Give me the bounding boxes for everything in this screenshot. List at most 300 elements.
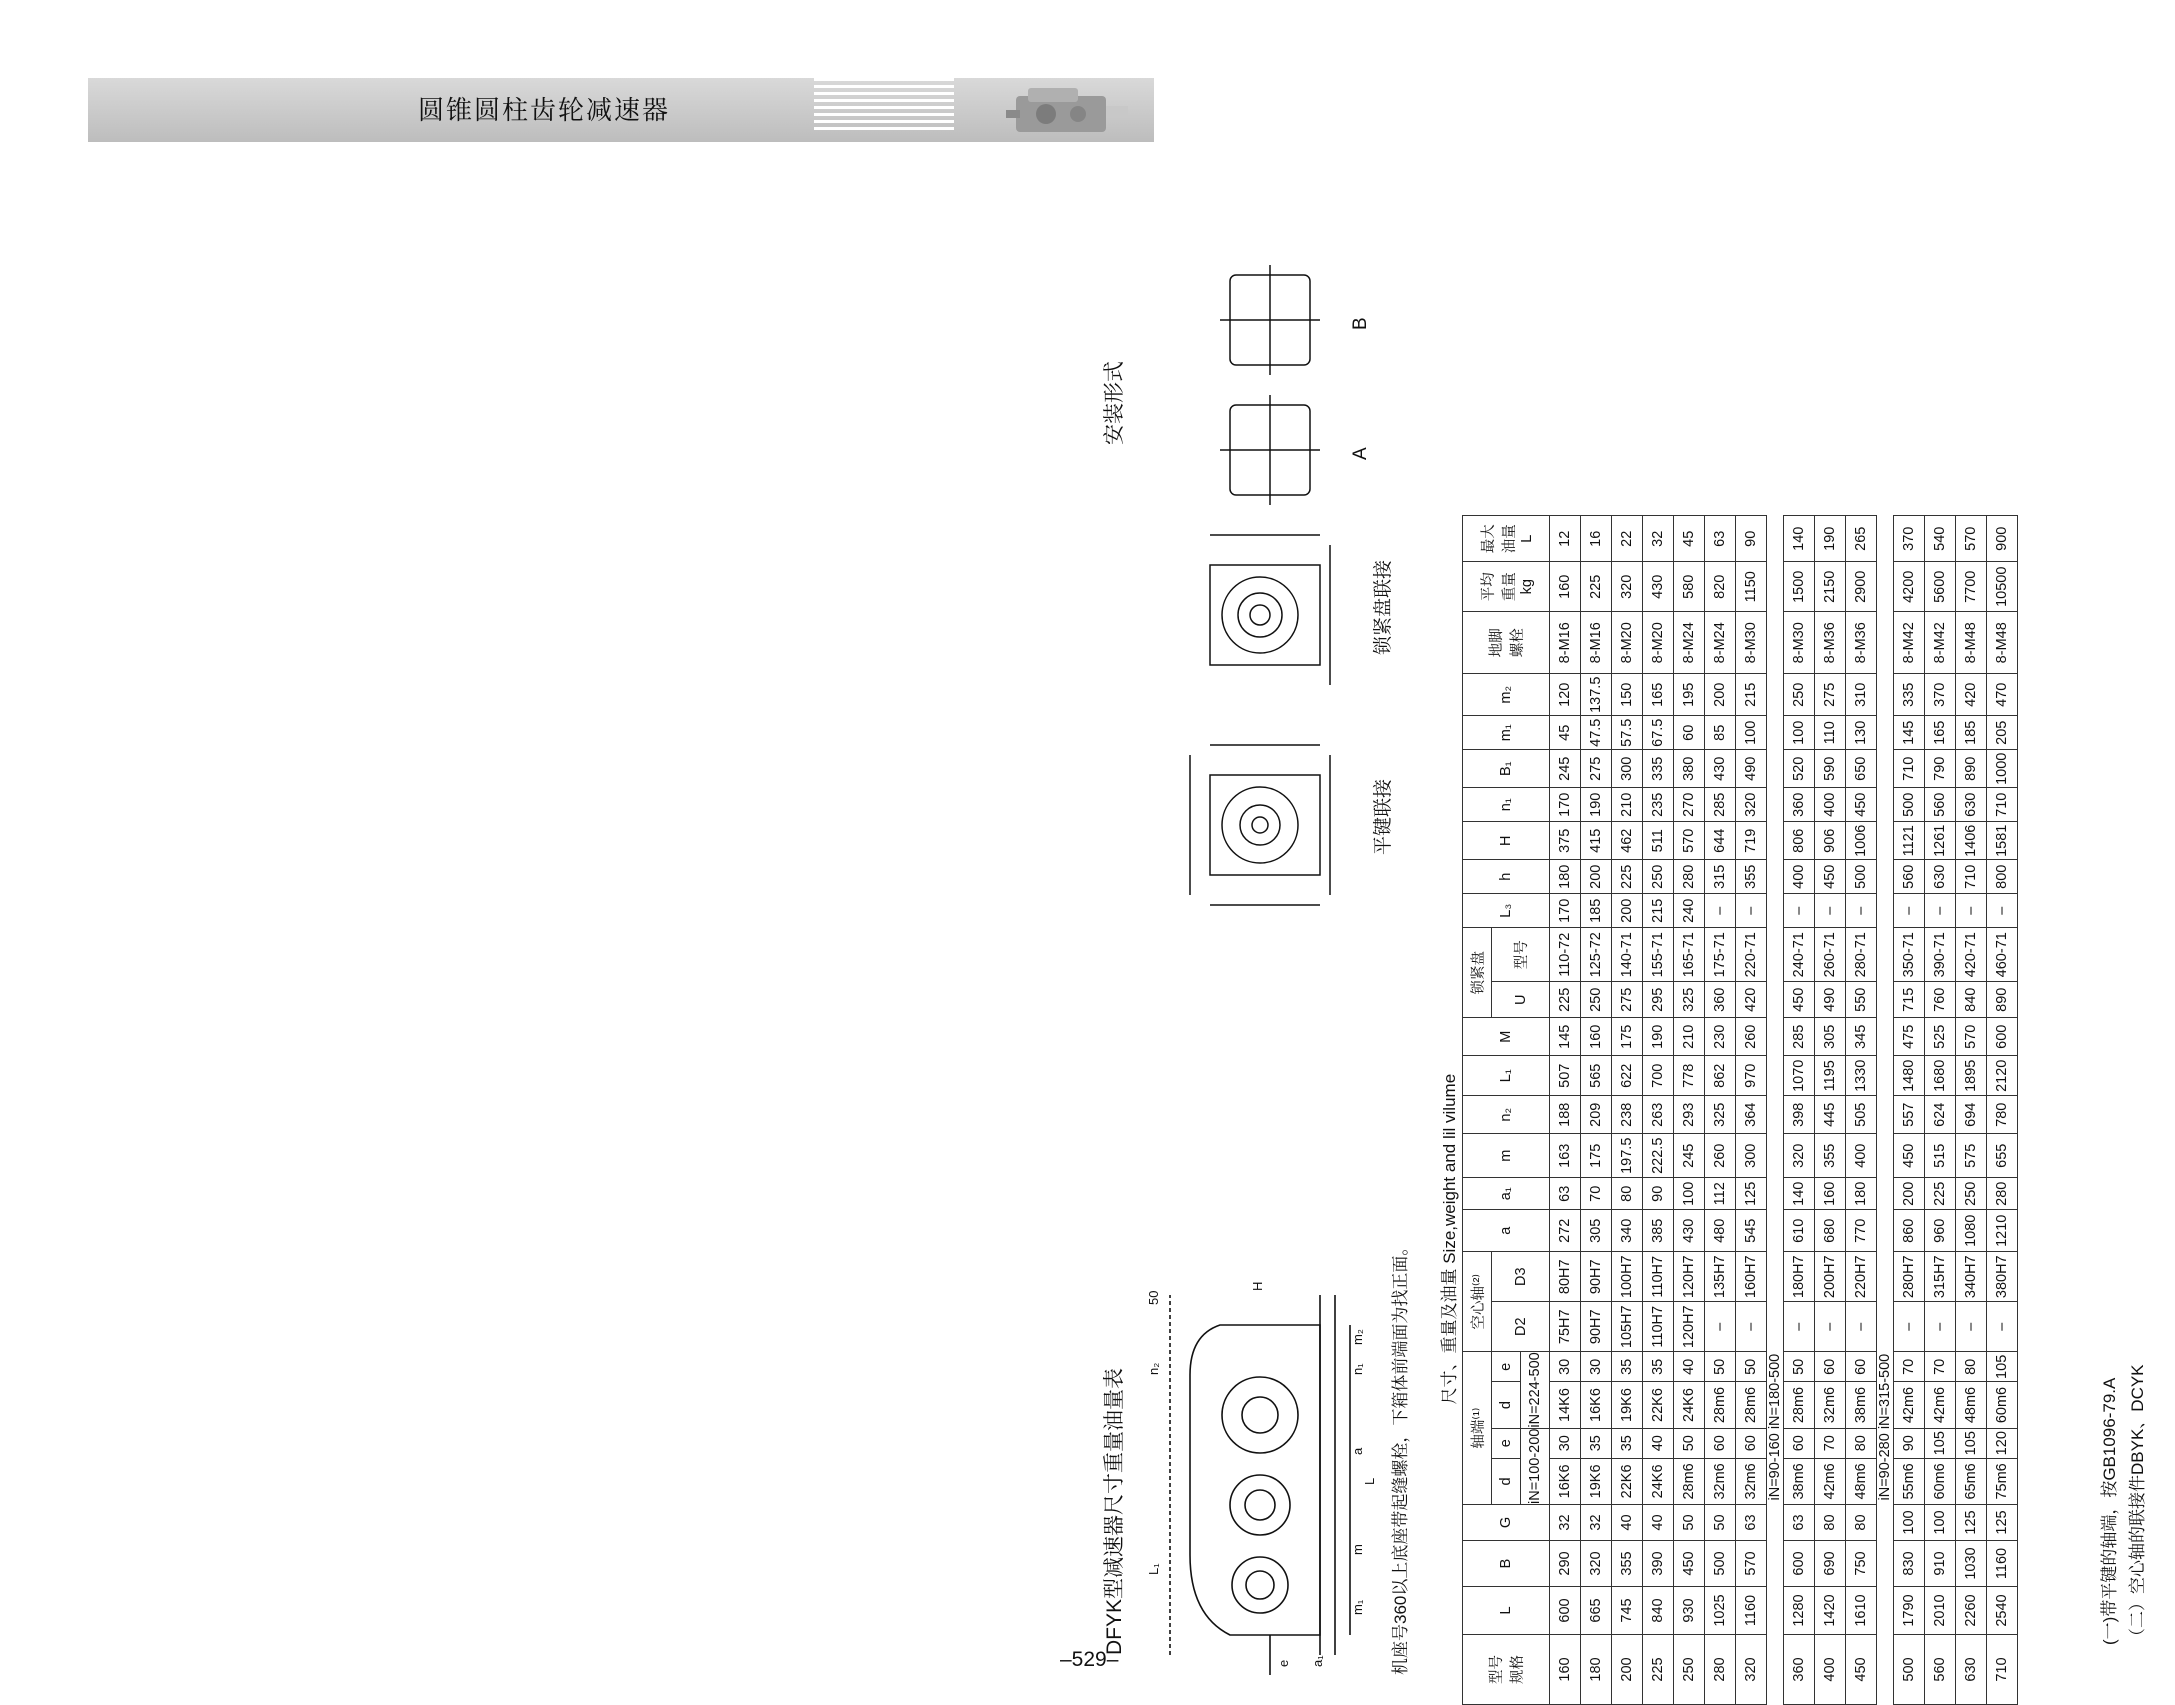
table-cell: 1895: [1956, 1056, 1987, 1096]
table-cell: 280: [1987, 1178, 2018, 1210]
table-cell: 63: [1550, 1178, 1581, 1210]
table-cell: 145: [1550, 1018, 1581, 1056]
table-cell: 300: [1736, 1134, 1767, 1178]
table-cell: 105: [1925, 1428, 1956, 1458]
table-cell: 630: [1956, 788, 1987, 822]
lock-disc-drawing: [1150, 525, 1394, 705]
table-cell: 350-71: [1894, 928, 1925, 982]
table-cell: 750: [1846, 1541, 1877, 1587]
table-cell: 8-M16: [1581, 612, 1612, 674]
table-cell: 830: [1894, 1541, 1925, 1587]
table-cell: 1195: [1815, 1056, 1846, 1096]
table-cell: 175: [1581, 1134, 1612, 1178]
table-cell: 860: [1894, 1210, 1925, 1252]
table-cell: 28m6: [1736, 1382, 1767, 1428]
table-cell: 105H7: [1612, 1302, 1643, 1352]
table-cell: 85: [1705, 716, 1736, 750]
col-D2: D2: [1492, 1302, 1550, 1352]
table-cell: 1790: [1894, 1587, 1925, 1635]
table-cell: 57.5: [1612, 716, 1643, 750]
table-cell: 175-71: [1705, 928, 1736, 982]
table-cell: 200: [1612, 894, 1643, 928]
col-m1: m₁: [1463, 716, 1550, 750]
table-cell: 35: [1643, 1352, 1674, 1382]
label-a1: a₁: [1310, 1655, 1325, 1667]
table-cell: 80: [1612, 1178, 1643, 1210]
table-cell: 145: [1894, 716, 1925, 750]
table-cell: 890: [1987, 982, 2018, 1018]
table-cell: 800: [1987, 860, 2018, 894]
col-L1: L₁: [1463, 1056, 1550, 1096]
table-cell: –: [1894, 1302, 1925, 1352]
table-cell: 600: [1784, 1541, 1815, 1587]
label-n2: n₂: [1146, 1362, 1161, 1375]
table-cell: 60: [1736, 1428, 1767, 1458]
table-cell: 890: [1956, 750, 1987, 788]
table-cell: 110: [1815, 716, 1846, 750]
flat-key-caption: 平键联接: [1373, 778, 1394, 855]
table-cell: 42m6: [1925, 1382, 1956, 1428]
table-cell: 475: [1894, 1018, 1925, 1056]
table-cell: 160: [1550, 562, 1581, 612]
table-cell: –: [1925, 894, 1956, 928]
table-cell: 163: [1550, 1134, 1581, 1178]
table-group-2: [1784, 516, 1877, 1705]
table-cell: 28m6: [1705, 1382, 1736, 1428]
table-cell: 210: [1674, 1018, 1705, 1056]
table-cell: 525: [1925, 1018, 1956, 1056]
table-cell: 200: [1581, 860, 1612, 894]
table-cell: 565: [1581, 1056, 1612, 1096]
table-cell: 60: [1674, 716, 1705, 750]
col-hollow-shaft: 空心轴⁽²⁾: [1463, 1252, 1492, 1352]
table-cell: 10500: [1987, 562, 2018, 612]
table-cell: 570: [1674, 822, 1705, 860]
range-group-2: iN=90-160 iN=180-500: [1767, 1352, 1784, 1505]
table-cell: 570: [1956, 516, 1987, 562]
table-cell: 1150: [1736, 562, 1767, 612]
table-cell: 590: [1815, 750, 1846, 788]
table-cell: 100: [1736, 716, 1767, 750]
table-cell: 190: [1581, 788, 1612, 822]
table-cell: 48m6: [1956, 1382, 1987, 1428]
table-cell: 500: [1705, 1541, 1736, 1587]
table-cell: 32m6: [1815, 1382, 1846, 1428]
table-cell: 16K6: [1550, 1458, 1581, 1504]
col-B: B: [1463, 1541, 1550, 1587]
table-cell: 690: [1815, 1541, 1846, 1587]
table-cell: 450: [1784, 982, 1815, 1018]
table-cell: 35: [1612, 1428, 1643, 1458]
table-cell: 450: [1894, 1134, 1925, 1178]
table-cell: 32: [1643, 516, 1674, 562]
label-m1: m₁: [1350, 1599, 1365, 1615]
table-cell: 90: [1643, 1178, 1674, 1210]
table-cell: 2150: [1815, 562, 1846, 612]
table-cell: 540: [1925, 516, 1956, 562]
table-cell: 1406: [1956, 822, 1987, 860]
table-cell: 430: [1705, 750, 1736, 788]
table-cell: 320: [1736, 788, 1767, 822]
main-gearbox-drawing: [1146, 1275, 1380, 1675]
label-L: L: [1362, 1477, 1377, 1485]
table-cell: 32m6: [1705, 1458, 1736, 1504]
table-cell: 50: [1705, 1505, 1736, 1541]
table-cell: 190: [1815, 516, 1846, 562]
table-cell: 370: [1894, 516, 1925, 562]
col-n2: n₂: [1463, 1096, 1550, 1134]
table-cell: 40: [1612, 1505, 1643, 1541]
table-cell: 60: [1846, 1352, 1877, 1382]
table-cell: 600: [1987, 1018, 2018, 1056]
table-cell: 420: [1736, 982, 1767, 1018]
table-cell: 90H7: [1581, 1252, 1612, 1302]
table-cell: 60: [1705, 1428, 1736, 1458]
col-d-1: d: [1492, 1458, 1521, 1504]
table-cell: 270: [1674, 788, 1705, 822]
table-cell: 1030: [1956, 1541, 1987, 1587]
table-row: [1643, 516, 1674, 1705]
table-cell: 280: [1674, 860, 1705, 894]
table-cell: 220H7: [1846, 1252, 1877, 1302]
table-caption: 尺寸、重量及油量 Size,weight and lil vilume: [1439, 1073, 1459, 1405]
table-cell: 650: [1846, 750, 1877, 788]
label-50: 50: [1146, 1290, 1161, 1305]
table-cell: 430: [1674, 1210, 1705, 1252]
table-cell: 140: [1784, 516, 1815, 562]
table-row: [1894, 516, 1925, 1705]
lock-disc-caption: 锁紧盘联接: [1373, 559, 1394, 655]
table-cell: 105: [1956, 1428, 1987, 1458]
table-cell: 910: [1925, 1541, 1956, 1587]
table-cell: 210: [1612, 788, 1643, 822]
table-cell: 490: [1815, 982, 1846, 1018]
table-cell: 250: [1581, 982, 1612, 1018]
table-cell: 225: [1550, 982, 1581, 1018]
table-cell: 245: [1550, 750, 1581, 788]
table-cell: 63: [1784, 1505, 1815, 1541]
table-cell: 125: [1736, 1178, 1767, 1210]
label-m: m: [1350, 1544, 1365, 1555]
table-cell: 90H7: [1581, 1302, 1612, 1352]
table-cell: 8-M20: [1643, 612, 1674, 674]
table-cell: –: [1784, 1302, 1815, 1352]
footnote-1: (一)带平键的轴端，按GB1096-79.A: [2100, 1377, 2119, 1645]
table-cell: 1581: [1987, 822, 2018, 860]
table-cell: 110-72: [1550, 928, 1581, 982]
table-cell: 840: [1643, 1587, 1674, 1635]
table-cell: 7700: [1956, 562, 1987, 612]
table-cell: 490: [1736, 750, 1767, 788]
table-cell: 240-71: [1784, 928, 1815, 982]
flat-key-drawing: [1150, 735, 1394, 915]
table-row: [1846, 516, 1877, 1705]
install-title: 安装形式: [1103, 361, 1126, 445]
table-cell: 380: [1674, 750, 1705, 788]
table-cell: 500: [1894, 1635, 1925, 1705]
table-cell: 507: [1550, 1056, 1581, 1096]
label-a: a: [1350, 1447, 1365, 1455]
table-cell: 135H7: [1705, 1252, 1736, 1302]
table-cell: 48m6: [1846, 1458, 1877, 1504]
table-cell: 60m6: [1987, 1382, 2018, 1428]
table-cell: 19K6: [1612, 1382, 1643, 1428]
col-anchor-bolt: 地脚 螺栓: [1463, 612, 1550, 674]
table-cell: 770: [1846, 1210, 1877, 1252]
table-cell: 806: [1784, 822, 1815, 860]
col-M: M: [1463, 1018, 1550, 1056]
table-cell: 24K6: [1674, 1382, 1705, 1428]
table-row: [1784, 516, 1815, 1705]
table-cell: 1160: [1736, 1587, 1767, 1635]
table-cell: 8-M48: [1987, 612, 2018, 674]
table-cell: 80: [1815, 1505, 1846, 1541]
table-cell: 35: [1612, 1352, 1643, 1382]
table-cell: 820: [1705, 562, 1736, 612]
table-cell: 315H7: [1925, 1252, 1956, 1302]
table-cell: 900: [1987, 516, 2018, 562]
table-cell: 188: [1550, 1096, 1581, 1134]
table-cell: 38m6: [1784, 1458, 1815, 1504]
table-cell: 305: [1815, 1018, 1846, 1056]
table-cell: 150: [1612, 674, 1643, 716]
table-cell: 200: [1612, 1635, 1643, 1705]
table-cell: 364: [1736, 1096, 1767, 1134]
col-B1: B₁: [1463, 750, 1550, 788]
table-cell: 90: [1894, 1428, 1925, 1458]
table-cell: 8-M36: [1815, 612, 1846, 674]
table-cell: 275: [1815, 674, 1846, 716]
table-cell: 470: [1987, 674, 2018, 716]
table-cell: 315: [1705, 860, 1736, 894]
table-cell: 1680: [1925, 1056, 1956, 1096]
table-cell: 622: [1612, 1056, 1643, 1096]
table-cell: 560: [1925, 788, 1956, 822]
table-cell: 694: [1956, 1096, 1987, 1134]
table-cell: 55m6: [1894, 1458, 1925, 1504]
table-cell: –: [1956, 1302, 1987, 1352]
col-oil: 最大 油量 L: [1463, 516, 1550, 562]
table-cell: 480: [1705, 1210, 1736, 1252]
table-cell: 28m6: [1674, 1458, 1705, 1504]
table-cell: 719: [1736, 822, 1767, 860]
table-cell: 8-M30: [1736, 612, 1767, 674]
table-cell: 38m6: [1846, 1382, 1877, 1428]
table-cell: 644: [1705, 822, 1736, 860]
table-cell: 30: [1581, 1352, 1612, 1382]
table-cell: 380H7: [1987, 1252, 2018, 1302]
col-G: G: [1463, 1505, 1550, 1541]
table-cell: 40: [1643, 1505, 1674, 1541]
table-cell: –: [1846, 894, 1877, 928]
table-cell: 305: [1581, 1210, 1612, 1252]
table-cell: 745: [1612, 1587, 1643, 1635]
col-e-2: e: [1492, 1352, 1521, 1382]
table-cell: 511: [1643, 822, 1674, 860]
install-a-caption: A: [1350, 447, 1371, 460]
table-cell: 710: [1987, 788, 2018, 822]
table-cell: 22K6: [1612, 1458, 1643, 1504]
col-a: a: [1463, 1210, 1550, 1252]
col-a1: a₁: [1463, 1178, 1550, 1210]
table-cell: 240: [1674, 894, 1705, 928]
table-cell: 2540: [1987, 1587, 2018, 1635]
table-cell: 245: [1674, 1134, 1705, 1178]
table-cell: 8-M42: [1894, 612, 1925, 674]
label-L1: L₁: [1146, 1563, 1161, 1575]
table-cell: 180: [1581, 1635, 1612, 1705]
table-cell: 1480: [1894, 1056, 1925, 1096]
col-L: L: [1463, 1587, 1550, 1635]
table-cell: 67.5: [1643, 716, 1674, 750]
table-cell: 120H7: [1674, 1252, 1705, 1302]
table-cell: 22K6: [1643, 1382, 1674, 1428]
table-row: [1987, 516, 2018, 1705]
table-cell: 70: [1815, 1428, 1846, 1458]
table-cell: 65m6: [1956, 1458, 1987, 1504]
table-cell: –: [1784, 894, 1815, 928]
table-cell: 360: [1784, 1635, 1815, 1705]
table-row: [1612, 516, 1643, 1705]
table-cell: –: [1705, 1302, 1736, 1352]
table-cell: 125: [1956, 1505, 1987, 1541]
table-cell: 400: [1815, 1635, 1846, 1705]
table-cell: 50: [1784, 1352, 1815, 1382]
table-cell: 200H7: [1815, 1252, 1846, 1302]
table-cell: 1210: [1987, 1210, 2018, 1252]
table-cell: 265: [1846, 516, 1877, 562]
table-cell: 50: [1736, 1352, 1767, 1382]
table-cell: 320: [1736, 1635, 1767, 1705]
table-cell: –: [1894, 894, 1925, 928]
table-cell: 906: [1815, 822, 1846, 860]
table-cell: 655: [1987, 1134, 2018, 1178]
table-cell: 160: [1581, 1018, 1612, 1056]
table-cell: 100: [1894, 1505, 1925, 1541]
table-cell: 275: [1612, 982, 1643, 1018]
table-cell: 80: [1846, 1505, 1877, 1541]
table-cell: 665: [1581, 1587, 1612, 1635]
table-cell: 430: [1643, 562, 1674, 612]
table-cell: 570: [1956, 1018, 1987, 1056]
sheet-title: DFYK型减速器尺寸重量油量表: [1103, 1367, 1126, 1655]
table-cell: 16: [1581, 516, 1612, 562]
table-cell: 280H7: [1894, 1252, 1925, 1302]
table-cell: 8-M16: [1550, 612, 1581, 674]
table-row: [1956, 516, 1987, 1705]
table-cell: 1420: [1815, 1587, 1846, 1635]
table-cell: 8-M24: [1674, 612, 1705, 674]
table-cell: –: [1846, 1302, 1877, 1352]
table-cell: 195: [1674, 674, 1705, 716]
table-cell: 360: [1784, 788, 1815, 822]
table-cell: 2010: [1925, 1587, 1956, 1635]
table-cell: 16K6: [1581, 1382, 1612, 1428]
table-cell: 280-71: [1846, 928, 1877, 982]
table-cell: 545: [1736, 1210, 1767, 1252]
table-cell: 140: [1784, 1178, 1815, 1210]
table-cell: 310: [1846, 674, 1877, 716]
table-cell: –: [1987, 1302, 2018, 1352]
table-cell: 680: [1815, 1210, 1846, 1252]
table-cell: 1280: [1784, 1587, 1815, 1635]
table-cell: 560: [1894, 860, 1925, 894]
table-cell: 12: [1550, 516, 1581, 562]
col-lock-disc: 锁紧盘: [1463, 928, 1492, 1018]
table-group-3: [1894, 516, 2018, 1705]
table-cell: 370: [1925, 674, 1956, 716]
table-cell: 80H7: [1550, 1252, 1581, 1302]
table-row: [1705, 516, 1736, 1705]
table-cell: 375: [1550, 822, 1581, 860]
table-cell: 60m6: [1925, 1458, 1956, 1504]
table-cell: –: [1925, 1302, 1956, 1352]
table-cell: 180: [1550, 860, 1581, 894]
table-cell: 30: [1550, 1428, 1581, 1458]
table-cell: 238: [1612, 1096, 1643, 1134]
table-cell: 1500: [1784, 562, 1815, 612]
table-cell: 24K6: [1643, 1458, 1674, 1504]
table-cell: 1160: [1987, 1541, 2018, 1587]
table-cell: 355: [1612, 1541, 1643, 1587]
table-cell: 100H7: [1612, 1252, 1643, 1302]
table-cell: –: [1736, 894, 1767, 928]
table-cell: 225: [1643, 1635, 1674, 1705]
table-cell: 215: [1643, 894, 1674, 928]
table-cell: 100: [1674, 1178, 1705, 1210]
install-form-b-drawing: [1210, 255, 1371, 385]
table-cell: 100: [1925, 1505, 1956, 1541]
col-m: m: [1463, 1134, 1550, 1178]
table-cell: 120: [1987, 1428, 2018, 1458]
table-cell: 862: [1705, 1056, 1736, 1096]
table-cell: 42m6: [1815, 1458, 1846, 1504]
table-row: [1815, 516, 1846, 1705]
table-cell: 250: [1643, 860, 1674, 894]
table-cell: 295: [1643, 982, 1674, 1018]
table-cell: 110H7: [1643, 1252, 1674, 1302]
table-cell: 80: [1956, 1352, 1987, 1382]
table-cell: 75H7: [1550, 1302, 1581, 1352]
table-cell: 40: [1674, 1352, 1705, 1382]
table-cell: –: [1987, 894, 2018, 928]
table-cell: 1610: [1846, 1587, 1877, 1635]
table-cell: 70: [1925, 1352, 1956, 1382]
table-cell: 360: [1705, 982, 1736, 1018]
table-cell: 400: [1815, 788, 1846, 822]
table-cell: 45: [1550, 716, 1581, 750]
table-cell: 2120: [1987, 1056, 2018, 1096]
table-cell: 185: [1956, 716, 1987, 750]
table-cell: 260-71: [1815, 928, 1846, 982]
table-cell: 112: [1705, 1178, 1736, 1210]
table-cell: 19K6: [1581, 1458, 1612, 1504]
header-decoration: [814, 78, 954, 142]
col-h: h: [1463, 860, 1550, 894]
table-cell: 260: [1736, 1018, 1767, 1056]
col-lock-type: 型号: [1492, 928, 1550, 982]
table-cell: 8-M30: [1784, 612, 1815, 674]
table-group-1: [1550, 516, 1767, 1705]
table-cell: 225: [1925, 1178, 1956, 1210]
table-cell: 14K6: [1550, 1382, 1581, 1428]
rotated-sheet: [1090, 245, 2175, 1705]
table-cell: 285: [1784, 1018, 1815, 1056]
table-cell: 160: [1815, 1178, 1846, 1210]
table-cell: 293: [1674, 1096, 1705, 1134]
table-cell: 320: [1612, 562, 1643, 612]
col-U: U: [1492, 982, 1550, 1018]
